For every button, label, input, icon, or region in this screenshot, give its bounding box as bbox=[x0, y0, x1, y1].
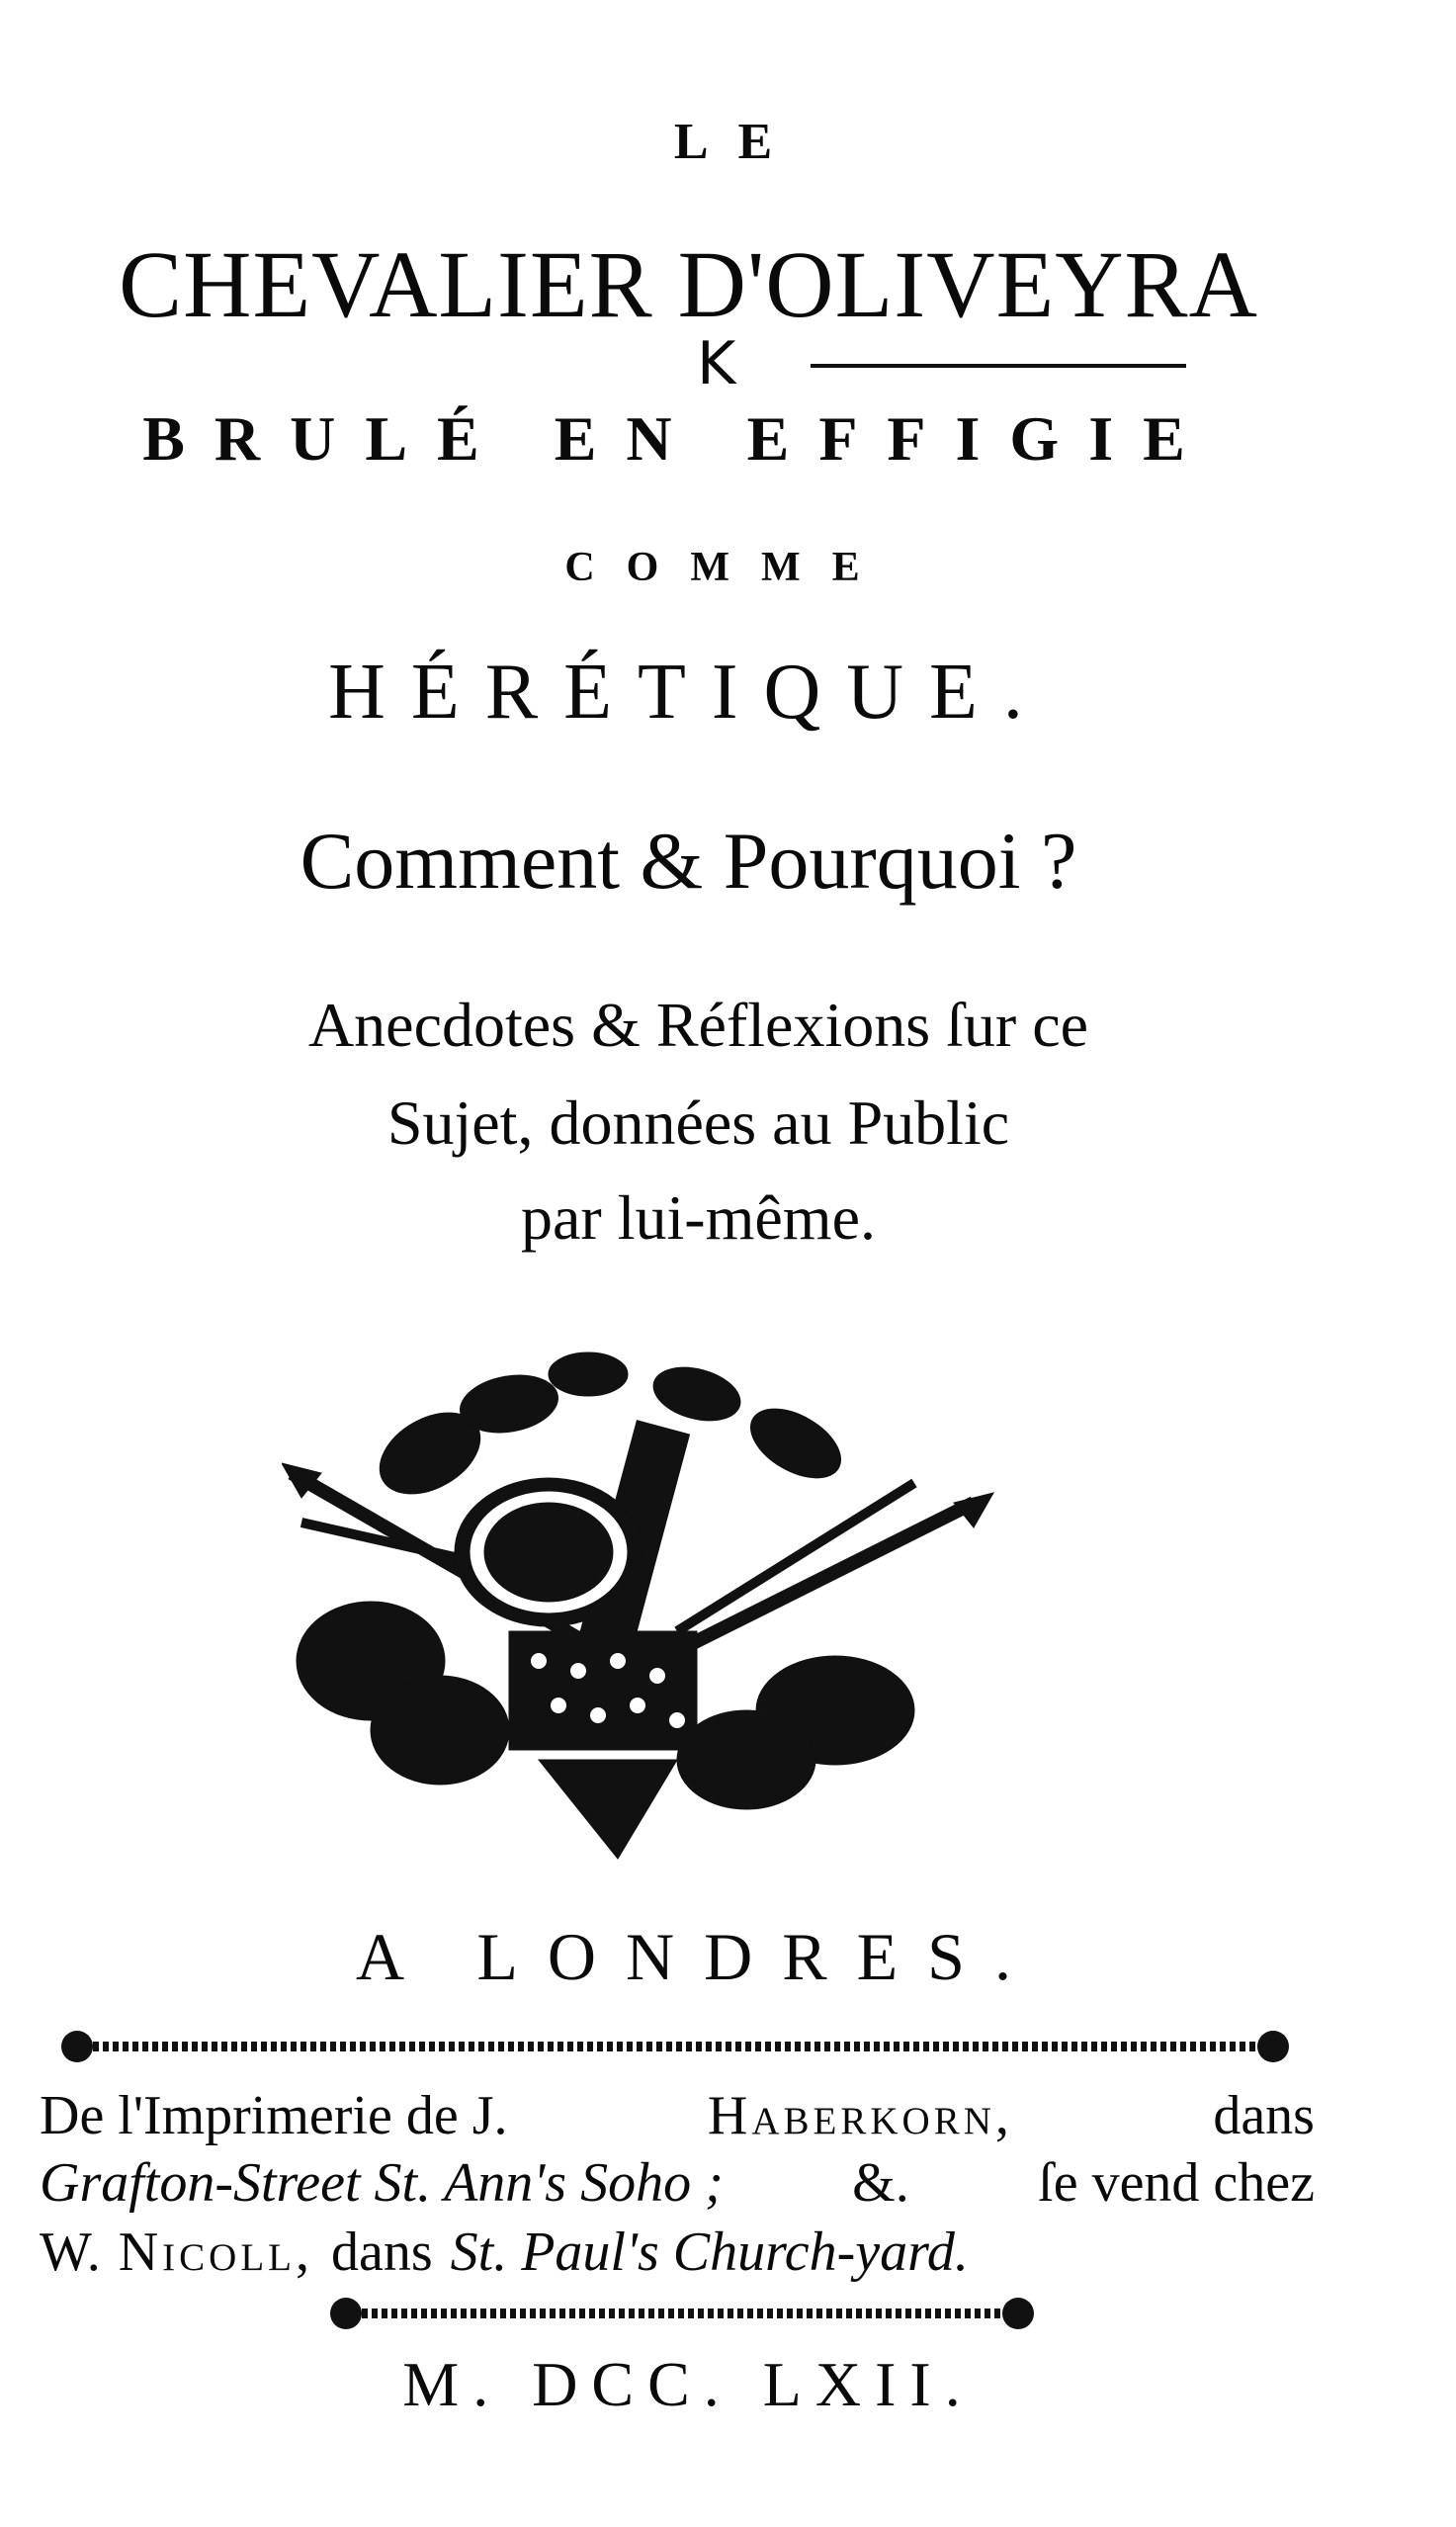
publication-date: M. DCC. LXII. bbox=[402, 2349, 975, 2419]
bookseller-name: Nicoll, bbox=[118, 2222, 313, 2283]
imprint-line bbox=[40, 2085, 1315, 2146]
ornamental-vignette-icon bbox=[282, 1335, 1013, 1869]
imprint-text: De l'Imprimerie de J. bbox=[40, 2085, 508, 2146]
imprint-text: dans bbox=[330, 2222, 433, 2283]
imprint-text: dans bbox=[1213, 2085, 1315, 2146]
ornamental-rule-icon bbox=[57, 2027, 1293, 2066]
title-line-heretique: HÉRÉTIQUE. bbox=[328, 649, 1049, 736]
handwritten-mark: K bbox=[697, 329, 736, 398]
imprint-line bbox=[40, 2222, 1315, 2283]
ornamental-rule-icon bbox=[326, 2294, 1038, 2333]
imprint-text: &. bbox=[852, 2152, 909, 2214]
imprint-line bbox=[40, 2152, 1315, 2214]
book-title: CHEVALIER D'OLIVEYRA bbox=[119, 231, 1258, 337]
title-article: LE bbox=[673, 114, 803, 170]
imprint-text: ſe vend chez bbox=[1038, 2152, 1315, 2214]
imprint-address: Grafton-Street St. Ann's Soho ; bbox=[40, 2152, 724, 2214]
imprint-text: W. bbox=[40, 2222, 101, 2283]
subtitle-line: Anecdotes & Réflexions ſur ce bbox=[307, 990, 1089, 1060]
handwritten-underline bbox=[811, 364, 1186, 368]
title-line-comme: COMME bbox=[564, 545, 892, 590]
place-of-publication: A LONDRES. bbox=[356, 1919, 1041, 1994]
subtitle-line: Sujet, données au Public bbox=[386, 1088, 1010, 1158]
printer-name: Haberkorn, bbox=[707, 2085, 1013, 2146]
title-line-brule: BRULÉ EN EFFIGIE bbox=[142, 403, 1215, 474]
imprint-address: St. Paul's Church-yard. bbox=[450, 2222, 969, 2283]
title-question: Comment & Pourquoi ? bbox=[300, 816, 1077, 906]
subtitle-line: par lui-même. bbox=[521, 1182, 876, 1253]
